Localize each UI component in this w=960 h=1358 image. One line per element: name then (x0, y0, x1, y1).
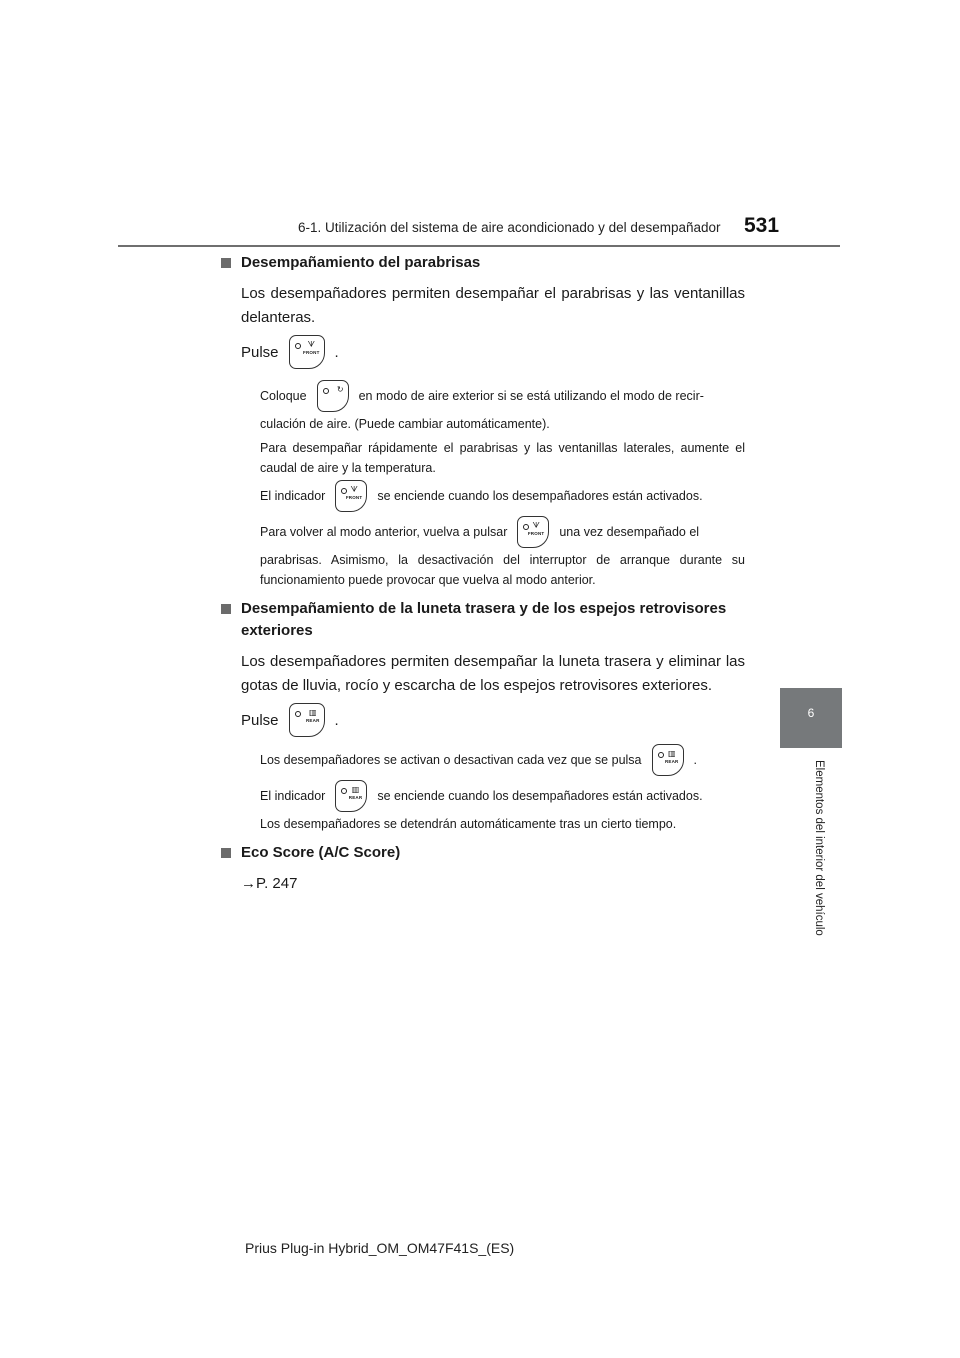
body-text: Los desempañadores permiten desempañar el parabrisas y las ventanillas delanteras. (241, 285, 745, 326)
section-heading-windshield: Desempañamiento del parabrisas (221, 252, 745, 274)
footer-text: Prius Plug-in Hybrid_OM_OM47F41S_(ES) (245, 1240, 515, 1256)
body-text: Los desempañadores permiten desempañar la luneta trasera y eliminar las gotas de lluvia, rocío y escarcha de los espejos retrovisores exteriores. (241, 653, 745, 694)
chapter-number: 6 (807, 706, 815, 720)
front-defogger-button-icon: ᗐ FRONT (289, 335, 325, 369)
page-number: 531 (744, 214, 780, 237)
page-reference-link[interactable]: →P. 247 (241, 875, 298, 892)
main-content (221, 252, 745, 896)
section-title: 6-1. Utilización del sistema de aire acondicionado y del desempañador (298, 220, 721, 235)
section-heading-rear-defogger: Desempañamiento de la luneta trasera y de los espejos retrovisores exteriores (221, 598, 745, 642)
note-text: Para desempañar rápidamente el parabrisas y las ventanillas laterales, aumente el caudal de aire y la temperatura. (260, 441, 745, 475)
front-defogger-button-icon: ᗐ FRONT (335, 480, 367, 512)
note-row: Para volver al modo anterior, vuelva a pulsar ᗐ FRONT una vez desempañado el (221, 514, 745, 550)
front-defogger-button-icon: ᗐ FRONT (517, 516, 549, 548)
square-bullet-icon (221, 848, 231, 858)
chapter-title: Elementos del interior del vehículo (813, 760, 825, 936)
note-row: El indicador ᗐ FRONT se enciende cuando los desempañadores están activados. (221, 478, 745, 514)
note-text: parabrisas. Asimismo, la desactivación del interruptor de arranque durante su funcionamiento puede provocar que vuelva al modo anterior. (260, 553, 745, 587)
pulse-instruction: Pulse ▥ REAR . (221, 698, 745, 742)
pulse-instruction: Pulse ᗐ FRONT . (221, 330, 745, 374)
note-row: Los desempañadores se activan o desactivan cada vez que se pulsa ▥ REAR . (221, 742, 745, 778)
note-row: El indicador ▥ REAR se enciende cuando los desempañadores están activados. (221, 778, 745, 814)
rear-defogger-button-icon: ▥ REAR (335, 780, 367, 812)
note-row: Coloque ↻ en modo de aire exterior si se está utilizando el modo de recir- (221, 378, 745, 414)
square-bullet-icon (221, 604, 231, 614)
rear-defogger-button-icon: ▥ REAR (652, 744, 684, 776)
note-text: culación de aire. (Puede cambiar automáticamente). (260, 417, 550, 431)
air-intake-button-icon: ↻ (317, 380, 349, 412)
header-rule (118, 245, 840, 247)
section-heading-eco-score: Eco Score (A/C Score) (221, 842, 745, 864)
rear-defogger-button-icon: ▥ REAR (289, 703, 325, 737)
square-bullet-icon (221, 258, 231, 268)
note-text: Los desempañadores se detendrán automáticamente tras un cierto tiempo. (260, 817, 677, 831)
